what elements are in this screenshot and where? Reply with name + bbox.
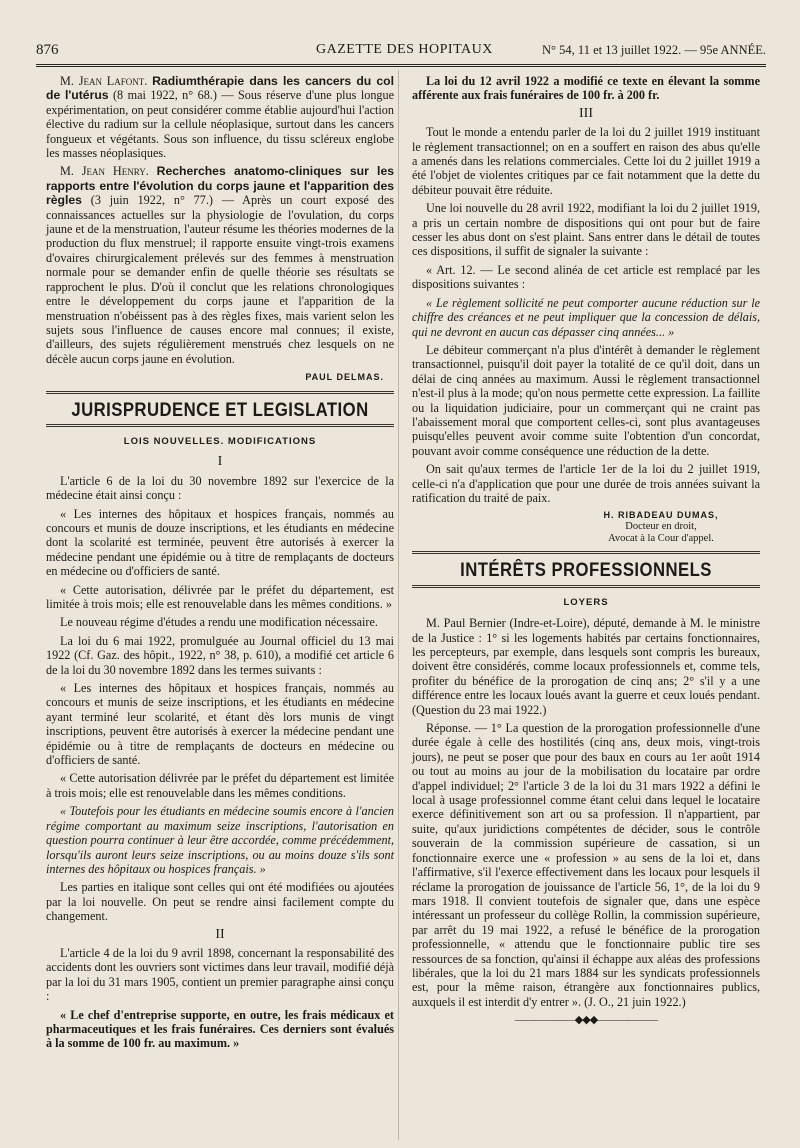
header-rule <box>36 64 766 67</box>
article-summary-lafont <box>46 74 394 160</box>
signature-name: H. RIBADEAU DUMAS, <box>603 510 719 521</box>
paragraph: Tout le monde a entendu parler de la loi du 2 juillet 1919 instituant le règlement transactionnel; on en a souffert en raison des abus qu'elle a amenés dans les relations commerciales. Cette loi du 2 juillet 1919 a été l'objet de violentes critiques par ce fait notamment que la dette du débiteur pouvait être réduite. <box>412 125 760 197</box>
paragraph: Les parties en italique sont celles qui ont été modifiées ou ajoutées par la loi nouvelle. On peut se rendre ainsi facilement compte du changement. <box>46 880 394 924</box>
roman-numeral: I <box>217 454 223 470</box>
page-number: 876 <box>36 42 59 58</box>
signature-title: Docteur en droit, <box>625 521 697 533</box>
paragraph: Le débiteur commerçant n'a plus d'intérêt à demander le règlement transactionnel, puisqu'il doit payer la totalité de ce qu'il doit, dans un délai de cinq années au maximum. Aussi le règlement transactionnel n'est-il plus à la mode; qu'on nous permette cette expression. La faillite ou la liquidation judiciaire, pour un commerçant qui ne craint pas l'abaissement moral que comportent celles-ci, sont plus avantageuses puisqu'elles peuvent avoir comme suite l'obtention d'un concordat, pouvant avoir comme conséquence une réduction de la dette. <box>412 342 760 458</box>
subsection-title: LOIS NOUVELLES. MODIFICATIONS <box>123 435 317 447</box>
quote-paragraph: « Cette autorisation délivrée par le préfet du département est limitée à trois mois; elle est renouvelable dans les mêmes conditions. <box>46 771 394 800</box>
author-name: M. Jean Henry. <box>60 164 149 179</box>
section-rule <box>46 424 394 427</box>
section-rule <box>412 585 760 588</box>
paragraph: Le nouveau régime d'études a rendu une modification nécessaire. <box>60 615 378 630</box>
article-title: Recherches anatomo-cliniques sur les rapports entre l'évolution du corps jaune et l'apparition des règles <box>46 164 394 208</box>
paragraph: On sait qu'aux termes de l'article 1er de la loi du 2 juillet 1919, celle-ci n'a d'application que pour une durée de trois années suivant la ratification du traité de paix. <box>412 462 760 505</box>
paragraph: L'article 4 de la loi du 9 avril 1898, concernant la responsabilité des accidents dont les ouvriers sont victimes dans leur travail, modifié déjà par la loi du 31 mars 1905, contient un premier paragraphe ainsi conçu : <box>46 945 394 1004</box>
quote-paragraph: « Art. 12. — Le second alinéa de cet article est remplacé par les dispositions suivantes : <box>412 262 760 292</box>
quote-paragraph: « Cette autorisation, délivrée par le préfet du département, est limitée à trois mois; elle est renouvelable dans les mêmes conditions. » <box>46 582 394 611</box>
publication-title: GAZETTE DES HOPITAUX <box>316 42 493 57</box>
quote-paragraph: « Les internes des hôpitaux et hospices français, nommés au concours et munis de seize inscriptions, et les étudiants en médecine ayant terminé leur scolarité, et étant dès lors munis de vingt inscriptions, peuvent être autorisés à exercer la médecine pendant une épidémie ou à titre de remplaçants de docteurs en médecine ou d'officiers de santé. <box>46 681 394 768</box>
paragraph: La loi du 6 mai 1922, promulguée au Journal officiel du 13 mai 1922 (Cf. Gaz. des hôpit., 1922, n° 38, p. 610), a modifié cet article 6 de la loi du 30 novembre 1892 dans les termes suivants : <box>46 633 394 677</box>
signature-block <box>562 509 760 545</box>
section-rule <box>412 551 760 554</box>
signature: PAUL DELMAS. <box>305 372 384 383</box>
issue-info: N° 54, 11 et 13 juillet 1922. — 95e ANNÉE. <box>542 43 766 57</box>
quote-paragraph: « Le chef d'entreprise supporte, en outre, les frais médicaux et pharmaceutiques et les frais funéraires. Ces derniers sont évalués à la somme de 100 fr. au maximum. » <box>46 1007 394 1051</box>
author-name: M. Jean Lafont. <box>60 74 148 88</box>
article-body: (8 mai 1922, n° 68.) — Sous réserve d'une plus longue expérimentation, on peut considérer comme établie aujourd'hui l'action élective du radium sur la cellule néoplasique, surtout dans les cancers fongueux et végétants. Sous son influence, du tissu scléreux englobe les masses néoplasiques. <box>46 88 395 161</box>
roman-numeral: II <box>215 926 225 942</box>
section-title: JURISPRUDENCE ET LEGISLATION <box>71 399 369 421</box>
right-column <box>412 74 760 1028</box>
subsection-title: LOYERS <box>563 596 609 608</box>
article-title: Radiumthérapie dans les cancers du col de l'utérus <box>46 74 395 103</box>
signature-title: Avocat à la Cour d'appel. <box>608 533 714 545</box>
roman-numeral: III <box>579 105 593 121</box>
article-body: (3 juin 1922, n° 77.) — Après un court exposé des connaissances actuelles sur la physiologie de l'ovulation, du corps jaune et de la menstruation, l'auteur résume les théories modernes de la production du flux menstruel; il rapporte ensuite vingt-trois examens d'ovaires chirurgicalement prélevés sur des femmes à menstruation normale pour se demander enfin de quelle théorie ses résultats se rapprochent le plus. D'où il conclut que les relations chronologiques entre le développement du corps jaune et l'apparition de la menstruation n'obéissent pas à des règles fixes, mais varient selon les sujets sous l'influence de causes encore mal connues; il existe, d'ailleurs, des sujets régulièrement menstrués chez lesquels on ne décèle aucun corps jaune en évolution. <box>46 193 395 366</box>
column-divider <box>398 70 399 1140</box>
paragraph: M. Paul Bernier (Indre-et-Loire), député, demande à M. le ministre de la Justice : 1° si les logements habités par certains fonctionnaires, les percepteurs, par exemple, dans lesquels sont compris les bureaux, doivent être considérés, comme locaux professionnels et, comme tels, profiter du bénéfice de la prorogation de cinq ans; 2° s'il y a une différence entre les locaux loués avant la guerre et ceux loués pendant. (Question du 23 mai 1922.) <box>412 616 760 717</box>
paragraph: L'article 6 de la loi du 30 novembre 1892 sur l'exercice de la médecine était ainsi conçu : <box>46 473 394 503</box>
quote-paragraph-italic: « Le règlement sollicité ne peut comporter aucune réduction sur le chiffre des créances et ne peut impliquer que la concession de délais, qui ne devront en aucun cas dépasser cinq années... » <box>412 295 760 339</box>
paragraph: La loi du 12 avril 1922 a modifié ce texte en élevant la somme afférente aux frais funéraires de 100 fr. à 200 fr. <box>412 74 760 103</box>
article-summary-henry <box>46 164 394 366</box>
paragraph: Une loi nouvelle du 28 avril 1922, modifiant la loi du 2 juillet 1919, a pris un certain nombre de dispositions qui ont pour but de faire cesser les abus dont on s'est plaint. Sans entrer dans le détail de toutes ces dispositions, il suffit de signaler la suivante : <box>412 201 760 259</box>
section-title: INTÉRÊTS PROFESSIONNELS <box>460 560 712 582</box>
quote-paragraph: « Les internes des hôpitaux et hospices français, nommés au concours et munis de douze inscriptions, et les étudiants en médecine dont la scolarité est terminée, peuvent être autorisés à exercer la médecine pendant une épidémie ou à titre de remplaçants de docteurs en médecine ou d'officiers de santé. <box>46 506 394 579</box>
ornament-divider: ——————◆◆◆—————— <box>514 1014 658 1027</box>
left-column <box>46 74 394 1055</box>
paragraph: Réponse. — 1° La question de la prorogation professionnelle d'une durée égale à celle des hostilités (cinq ans, deux mois, vingt-trois jours), ne peut se poser que pour des baux en cours au 1er août 1914 ou tout au moins au jour de la mobilisation du locataire par ordre d'appel individuel; 2° l'article 3 de la loi du 31 mars 1922 a défini le local à usage professionnel comme étant celui dans lequel le locataire exerce définitivement son art ou sa profession. Il n'appartient, par suite, qu'aux juridictions compétentes de décider, sous le contrôle souverain de la commission supérieure de cassation, si un fonctionnaire exerce une « profession » au sens de la loi et, dans l'affirmative, s'il l'exerce effectivement dans les locaux pour lesquels il réclame la prorogation de jouissance de l'article 56, 1°, de la loi du 9 mars 1918. Il convient toutefois de signaler que, dans une espèce intéressant un professeur du collège Rollin, la commission supérieure, par arrêt du 19 mai 1922, a refusé le bénéfice de la prorogation professionnelle, « attendu que le fonctionnaire public tire ses ressources de sa fonction, qu'ainsi il échappe aux aléas des professions libérales, que la loi du 21 mars 1884 sur les syndicats professionnels est, pour la même raison, étrangère aux fonctionnaires publics, auxquels il est interdit d'y entrer ». (J. O., 21 juin 1922.) <box>412 721 760 1009</box>
section-rule <box>46 391 394 394</box>
page-header <box>36 38 766 62</box>
quote-paragraph-italic: « Toutefois pour les étudiants en médecine soumis encore à l'ancien régime comportant au maximum seize inscriptions, l'autorisation en question pourra continuer à leur être accordée, comme précédemment, lorsqu'ils auront leurs seize inscriptions, ou au moins douze s'ils sont internes des hôpitaux ou hospices français. » <box>46 804 394 876</box>
